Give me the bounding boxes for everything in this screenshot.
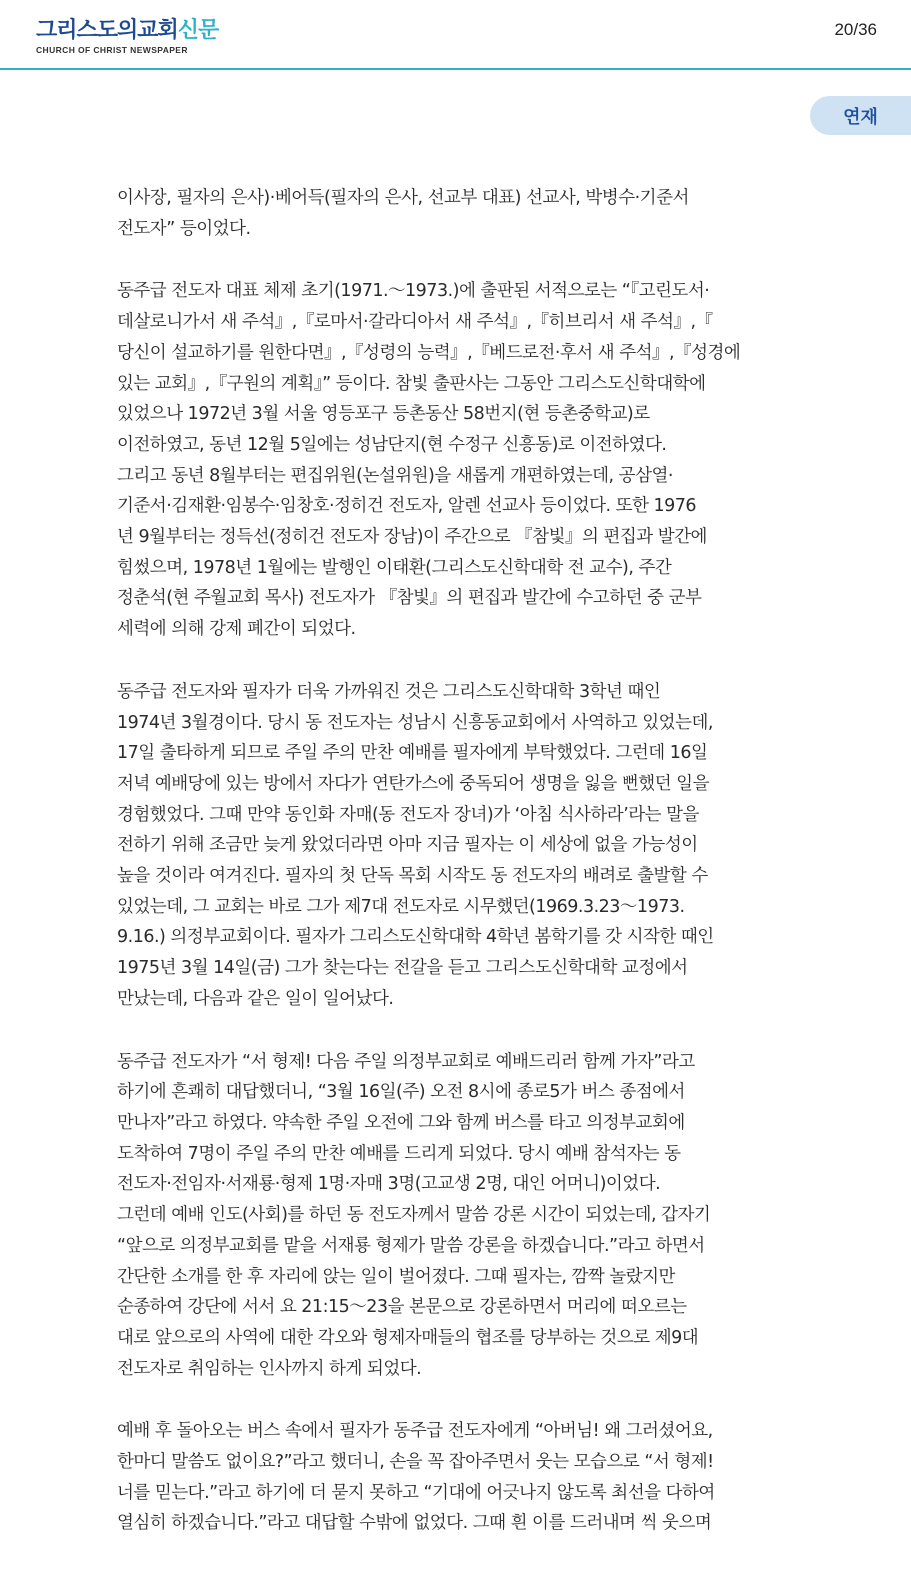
text-line: 동주급 전도자와 필자가 더욱 가까워진 것은 그리스도신학대학 3학년 때인 xyxy=(117,681,661,702)
text-line: 하기에 흔쾌히 대답했더니, “3월 16일(주) 오전 8시에 종로5가 버스 종점에서 xyxy=(117,1082,685,1103)
text-line: 대로 앞으로의 사역에 대한 각오와 형제자매들의 협조를 당부하는 것으로 제9대 xyxy=(117,1327,699,1348)
text-line: 예배 후 돌아오는 버스 속에서 필자가 동주급 전도자에게 “아버님! 왜 그러셨어요, xyxy=(117,1421,713,1442)
text-line: 기준서·김재환·임봉수·임창호·정히건 전도자, 알렌 선교사 등이었다. 또한 1976 xyxy=(117,496,697,517)
text-line: 높을 것이라 여겨진다. 필자의 첫 단독 목회 시작도 동 전도자의 배려로 출발할 수 xyxy=(117,866,708,887)
text-line: 간단한 소개를 한 후 자리에 앉는 일이 벌어졌다. 그때 필자는, 깜짝 놀랐지만 xyxy=(117,1266,675,1287)
text-line: 있는 교회』,『구원의 계획』” 등이다. 참빛 출판사는 그동안 그리스도신학대학에 xyxy=(117,373,706,394)
text-line: 전도자·전임자·서재룡·형제 1명·자매 3명(고교생 2명, 대인 어머니)이었다. xyxy=(117,1174,661,1195)
text-line: 정춘석(현 주월교회 목사) 전도자가 『참빛』의 편집과 발간에 수고하던 중 군부 xyxy=(117,588,702,609)
text-line: 전하기 위해 조금만 늦게 왔었더라면 아마 지금 필자는 이 세상에 없을 가능성이 xyxy=(117,835,698,856)
paragraph xyxy=(117,183,807,244)
text-line: 9.16.) 의정부교회이다. 필자가 그리스도신학대학 4학년 봄학기를 갓 시작한 때인 xyxy=(117,927,714,948)
logo-subtitle: CHURCH OF CHRIST NEWSPAPER xyxy=(36,45,188,55)
paragraph xyxy=(117,1416,807,1539)
logo-main-text: 그리스도의교회 xyxy=(36,17,178,42)
text-line: 힘썼으며, 1978년 1월에는 발행인 이태환(그리스도신학대학 전 교수), 주간 xyxy=(117,557,672,578)
text-line: 전도자” 등이었다. xyxy=(117,218,251,239)
text-line: 만나자”라고 하였다. 약속한 주일 오전에 그와 함께 버스를 타고 의정부교회에 xyxy=(117,1112,685,1133)
text-line: 년 9월부터는 정득선(정히건 전도자 장남)이 주간으로 『참빛』의 편집과 발간에 xyxy=(117,527,707,548)
text-line: 1975년 3월 14일(금) 그가 찾는다는 전갈을 듣고 그리스도신학대학 교정에서 xyxy=(117,958,688,979)
text-line: 동주급 전도자 대표 체제 초기(1971.～1973.)에 출판된 서적으로는 “『고린도서· xyxy=(117,281,710,302)
text-line: 동주급 전도자가 “서 형제! 다음 주일 의정부교회로 예배드리러 함께 가자”라고 xyxy=(117,1051,695,1072)
text-line: 그리고 동년 8월부터는 편집위원(논설위원)을 새롭게 개편하였는데, 공삼열· xyxy=(117,465,673,486)
text-line: 있었는데, 그 교회는 바로 그가 제7대 전도자로 시무했던(1969.3.23～1973. xyxy=(117,896,685,917)
logo-accent-text: 신문 xyxy=(177,17,219,42)
text-line: 데살로니가서 새 주석』,『로마서·갈라디아서 새 주석』,『히브리서 새 주석』,『 xyxy=(117,312,713,333)
text-line: 1974년 3월경이다. 당시 동 전도자는 성남시 신흥동교회에서 사역하고 있었는데, xyxy=(117,712,713,733)
text-line: 이사장, 필자의 은사)·베어득(필자의 은사, 선교부 대표) 선교사, 박병수·기준서 xyxy=(117,188,689,208)
text-line: 17일 출타하게 되므로 주일 주의 만찬 예배를 필자에게 부탁했었다. 그런데 16일 xyxy=(117,743,708,764)
text-line: 순종하여 강단에 서서 요 21:15～23을 본문으로 강론하면서 머리에 떠오르는 xyxy=(117,1297,687,1318)
paragraph xyxy=(117,1047,807,1385)
text-line: 이전하였고, 동년 12월 5일에는 성남단지(현 수정구 신흥동)로 이전하였다. xyxy=(117,434,667,455)
text-line: 만났는데, 다음과 같은 일이 일어났다. xyxy=(117,988,394,1009)
text-line: 열심히 하겠습니다.”라고 대답할 수밖에 없었다. 그때 흰 이를 드러내며 씩 웃으며 xyxy=(117,1513,712,1534)
text-line: 도착하여 7명이 주일 주의 만찬 예배를 드리게 되었다. 당시 예배 참석자는 동 xyxy=(117,1143,681,1164)
newspaper-logo[interactable] xyxy=(36,18,218,42)
text-line: 당신이 설교하기를 원한다면』,『성령의 능력』,『베드로전·후서 새 주석』,『성경에 xyxy=(117,342,741,363)
text-line: 전도자로 취임하는 인사까지 하게 되었다. xyxy=(117,1358,422,1379)
text-line: “앞으로 의정부교회를 맡을 서재룡 형제가 말씀 강론을 하겠습니다.”라고 하면서 xyxy=(117,1235,705,1256)
text-line: 그런데 예배 인도(사회)를 하던 동 전도자께서 말씀 강론 시간이 되었는데, 갑자기 xyxy=(117,1205,711,1226)
text-line: 한마디 말씀도 없이요?”라고 했더니, 손을 꼭 잡아주면서 웃는 모습으로 “서 형제! xyxy=(117,1452,714,1473)
text-line: 있었으나 1972년 3월 서울 영등포구 등촌동산 58번지(현 등촌중학교)로 xyxy=(117,404,650,425)
article-body xyxy=(117,183,807,1571)
page-header xyxy=(0,0,911,70)
text-line: 세력에 의해 강제 폐간이 되었다. xyxy=(117,619,356,640)
text-line: 경험했었다. 그때 만약 동인화 자매(동 전도자 장녀)가 ‘아침 식사하라’라는 말을 xyxy=(117,804,699,825)
section-tab-serial[interactable]: 연재 xyxy=(810,96,911,135)
paragraph xyxy=(117,276,807,644)
page-number: 20/36 xyxy=(834,20,877,39)
paragraph xyxy=(117,677,807,1015)
text-line: 저녁 예배당에 있는 방에서 자다가 연탄가스에 중독되어 생명을 잃을 뻔했던 일을 xyxy=(117,773,709,794)
text-line: 너를 믿는다.”라고 하기에 더 묻지 못하고 “기대에 어긋나지 않도록 최선을 다하여 xyxy=(117,1482,715,1503)
